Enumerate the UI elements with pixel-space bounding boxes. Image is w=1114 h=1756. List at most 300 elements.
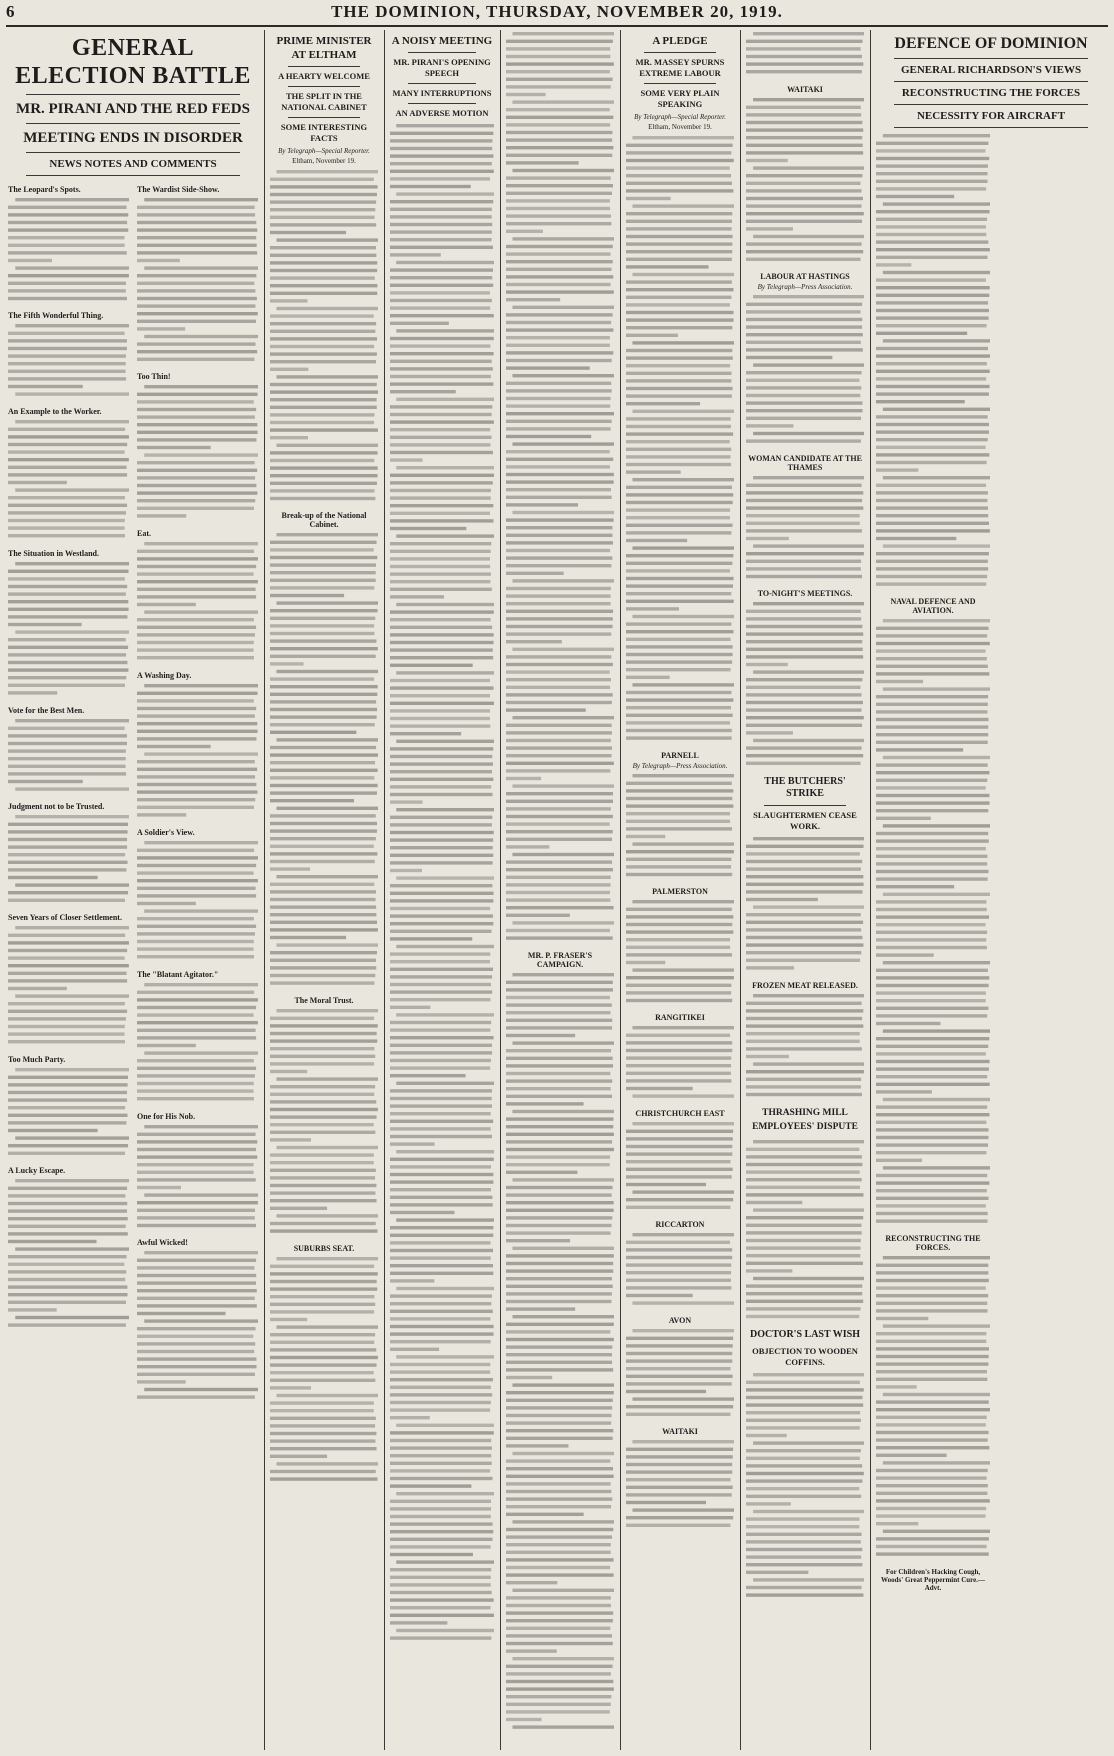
text-line xyxy=(512,100,614,103)
text-line xyxy=(390,1127,491,1130)
text-line xyxy=(746,1148,859,1151)
text-line xyxy=(746,62,863,65)
text-line xyxy=(746,212,864,215)
text-line xyxy=(506,1376,552,1379)
text-line xyxy=(270,1477,378,1480)
text-line xyxy=(270,246,376,249)
text-line xyxy=(506,496,612,499)
text-line xyxy=(746,1254,860,1257)
text-line xyxy=(137,1395,255,1398)
text-line xyxy=(753,32,864,35)
text-line xyxy=(876,484,986,487)
text-line xyxy=(390,595,444,598)
text-line xyxy=(8,577,125,580)
text-line xyxy=(137,1365,257,1368)
text-line xyxy=(137,1021,258,1024)
text-line xyxy=(506,1558,614,1561)
text-line xyxy=(8,1152,125,1155)
text-line xyxy=(876,877,988,880)
text-line xyxy=(137,1178,256,1181)
text-line xyxy=(506,1163,610,1166)
text-line xyxy=(270,723,375,726)
text-line xyxy=(876,1286,986,1289)
text-line xyxy=(746,754,863,757)
text-line xyxy=(753,295,864,298)
text-line xyxy=(390,1135,492,1138)
text-line xyxy=(390,238,492,241)
text-line xyxy=(390,284,493,287)
subheading: RICCARTON xyxy=(655,1220,705,1229)
text-line xyxy=(137,1140,257,1143)
text-line xyxy=(137,864,256,867)
text-line xyxy=(8,450,125,453)
text-line xyxy=(876,855,987,858)
text-line xyxy=(876,763,988,766)
text-line xyxy=(390,1568,491,1571)
text-line xyxy=(390,1211,454,1214)
text-line xyxy=(876,354,990,357)
text-line xyxy=(746,371,862,374)
text-line xyxy=(390,922,493,925)
subheading: RECONSTRUCTING THE FORCES. xyxy=(885,1234,981,1252)
text-line xyxy=(883,271,990,274)
body-text xyxy=(137,1123,258,1233)
body-text xyxy=(137,981,258,1107)
text-line xyxy=(8,473,127,476)
text-line xyxy=(506,1079,612,1082)
text-line xyxy=(396,1492,494,1495)
text-line xyxy=(270,1161,374,1164)
text-line xyxy=(506,526,612,529)
text-line xyxy=(8,1187,127,1190)
text-line xyxy=(137,1357,256,1360)
text-line xyxy=(137,798,255,801)
headline: DOCTOR'S LAST WISH xyxy=(749,1329,861,1340)
text-line xyxy=(390,154,493,157)
text-line xyxy=(506,518,614,521)
masthead-rule xyxy=(6,25,1108,27)
text-lines xyxy=(137,1249,258,1405)
text-lines xyxy=(8,924,129,1050)
text-line xyxy=(8,1129,98,1132)
text-line xyxy=(396,192,494,195)
text-line xyxy=(276,307,378,310)
text-line xyxy=(270,700,376,703)
text-line xyxy=(270,1062,374,1065)
text-line xyxy=(876,991,986,994)
text-line xyxy=(8,1083,128,1086)
text-line xyxy=(270,360,376,363)
subheading: The Moral Trust. xyxy=(294,996,354,1005)
text-line xyxy=(876,1022,941,1025)
text-line xyxy=(746,1449,861,1452)
text-line xyxy=(137,1029,256,1032)
text-line xyxy=(8,1293,128,1296)
text-line xyxy=(626,1337,733,1340)
text-line xyxy=(506,161,579,164)
text-line xyxy=(137,297,257,300)
text-line xyxy=(270,436,308,439)
text-line xyxy=(390,1006,430,1009)
divider xyxy=(288,86,360,87)
text-line xyxy=(8,1285,127,1288)
text-line xyxy=(626,1390,706,1393)
text-line xyxy=(390,177,490,180)
text-line xyxy=(137,358,254,361)
text-line xyxy=(506,192,612,195)
text-line xyxy=(390,1294,492,1297)
text-line xyxy=(876,794,989,797)
text-line xyxy=(137,856,258,859)
body-text xyxy=(8,813,129,908)
text-line xyxy=(270,936,346,939)
text-line xyxy=(137,1036,256,1039)
text-line xyxy=(390,1507,491,1510)
text-line xyxy=(626,280,732,283)
text-line xyxy=(876,1090,932,1093)
deck: NEWS NOTES AND COMMENTS xyxy=(49,158,217,170)
text-line xyxy=(390,382,493,385)
text-line xyxy=(506,1277,612,1280)
text-line xyxy=(876,1045,988,1048)
text-line xyxy=(8,608,129,611)
column-news-items xyxy=(746,30,864,1752)
text-line xyxy=(506,1710,610,1713)
text-line xyxy=(746,567,861,570)
text-line xyxy=(8,653,126,656)
text-line xyxy=(626,562,732,565)
text-line xyxy=(876,779,987,782)
text-line xyxy=(137,342,256,345)
body-text xyxy=(626,1120,734,1215)
text-line xyxy=(270,769,378,772)
text-lines xyxy=(746,835,864,976)
text-line xyxy=(876,385,990,388)
subheading: NAVAL DEFENCE AND AVIATION. xyxy=(890,597,976,615)
headline: THE BUTCHERS' STRIKE xyxy=(764,776,846,799)
text-line xyxy=(390,1310,493,1313)
text-line xyxy=(390,747,493,750)
subheading: CHRISTCHURCH EAST xyxy=(635,1109,725,1118)
text-line xyxy=(626,227,732,230)
text-line xyxy=(270,474,378,477)
text-line xyxy=(746,959,860,962)
text-line xyxy=(390,1264,493,1267)
text-line xyxy=(390,1386,491,1389)
text-line xyxy=(390,633,494,636)
headline: A PLEDGE xyxy=(652,35,708,47)
text-line xyxy=(270,655,376,658)
text-line xyxy=(876,1507,986,1510)
text-line xyxy=(626,1183,706,1186)
text-line xyxy=(506,131,612,134)
text-line xyxy=(746,1315,859,1318)
text-line xyxy=(390,527,466,530)
text-line xyxy=(506,138,612,141)
text-line xyxy=(137,415,255,418)
text-line xyxy=(390,1401,491,1404)
text-line xyxy=(746,1525,859,1528)
subheading: Eat. xyxy=(137,529,151,538)
text-line xyxy=(506,906,614,909)
text-line xyxy=(632,1026,734,1029)
text-line xyxy=(15,630,129,633)
text-line xyxy=(746,1070,864,1073)
text-line xyxy=(626,417,731,420)
text-line xyxy=(270,1047,374,1050)
text-line xyxy=(270,299,308,302)
text-line xyxy=(8,585,127,588)
text-line xyxy=(506,1102,584,1105)
text-line xyxy=(137,236,256,239)
text-line xyxy=(746,875,863,878)
text-line xyxy=(8,780,83,783)
text-line xyxy=(506,883,611,886)
text-line xyxy=(632,273,734,276)
text-line xyxy=(626,1056,731,1059)
text-line xyxy=(396,945,494,948)
text-line xyxy=(746,860,862,863)
text-line xyxy=(137,206,255,209)
text-line xyxy=(506,1262,613,1265)
subheading: A Washing Day. xyxy=(137,671,192,680)
text-line xyxy=(506,1072,610,1075)
text-line xyxy=(753,1578,864,1581)
text-line xyxy=(876,923,986,926)
text-line xyxy=(876,1151,986,1154)
text-line xyxy=(626,729,732,732)
text-line xyxy=(876,1271,988,1274)
text-line xyxy=(390,1598,494,1601)
text-line xyxy=(390,793,493,796)
text-line xyxy=(626,372,732,375)
text-line xyxy=(876,1317,928,1320)
text-line xyxy=(144,335,258,338)
text-line xyxy=(390,572,491,575)
text-line xyxy=(270,337,377,340)
text-lines xyxy=(270,168,378,506)
text-line xyxy=(8,370,126,373)
text-line xyxy=(8,615,127,618)
text-line xyxy=(746,356,832,359)
text-line xyxy=(137,925,256,928)
text-line xyxy=(506,1414,612,1417)
text-lines xyxy=(137,540,258,666)
text-line xyxy=(8,1121,126,1124)
text-line xyxy=(876,567,988,570)
text-line xyxy=(390,223,492,226)
text-line xyxy=(390,474,494,477)
text-line xyxy=(137,947,254,950)
divider xyxy=(894,81,1088,82)
text-line xyxy=(137,499,255,502)
text-line xyxy=(626,577,734,580)
text-line xyxy=(506,146,613,149)
text-line xyxy=(512,1041,614,1044)
text-line xyxy=(270,292,377,295)
text-line xyxy=(137,1006,256,1009)
text-line xyxy=(506,214,611,217)
text-line xyxy=(506,412,614,415)
text-line xyxy=(8,638,126,641)
text-line xyxy=(390,1378,493,1381)
text-line xyxy=(8,1098,127,1101)
divider xyxy=(26,152,240,153)
text-line xyxy=(746,1517,859,1520)
subheading: FROZEN MEAT RELEASED. xyxy=(752,981,858,990)
text-line xyxy=(746,951,861,954)
text-line xyxy=(8,1144,128,1147)
text-line xyxy=(390,1454,491,1457)
text-line xyxy=(876,187,986,190)
text-line xyxy=(15,1247,129,1250)
text-line xyxy=(883,756,990,759)
text-line xyxy=(746,1419,861,1422)
text-line xyxy=(876,915,989,918)
text-line xyxy=(746,1024,863,1027)
text-line xyxy=(876,1075,987,1078)
text-line xyxy=(390,937,472,940)
text-line xyxy=(626,1087,693,1090)
text-line xyxy=(876,1309,988,1312)
text-line xyxy=(876,1174,987,1177)
text-line xyxy=(270,867,310,870)
text-line xyxy=(512,1383,614,1386)
text-line xyxy=(506,328,613,331)
text-line xyxy=(876,1007,988,1010)
text-line xyxy=(876,446,986,449)
text-line xyxy=(137,565,256,568)
text-line xyxy=(137,1312,226,1315)
text-line xyxy=(746,1178,862,1181)
text-line xyxy=(876,537,956,540)
text-line xyxy=(8,853,125,856)
text-line xyxy=(506,40,613,43)
text-line xyxy=(506,366,590,369)
text-line xyxy=(276,875,378,878)
text-line xyxy=(396,398,494,401)
text-line xyxy=(390,1484,471,1487)
text-line xyxy=(8,823,128,826)
text-line xyxy=(390,785,491,788)
text-line xyxy=(626,630,733,633)
text-line xyxy=(506,450,610,453)
text-line xyxy=(746,55,862,58)
text-line xyxy=(746,106,861,109)
text-line xyxy=(8,742,127,745)
text-lines xyxy=(137,1123,258,1233)
text-line xyxy=(876,862,987,865)
text-line xyxy=(753,363,864,366)
text-line xyxy=(137,1013,254,1016)
text-line xyxy=(746,1055,789,1058)
text-line xyxy=(746,1032,860,1035)
text-line xyxy=(506,1399,613,1402)
text-line xyxy=(506,199,610,202)
text-line xyxy=(390,253,441,256)
text-line xyxy=(8,876,98,879)
text-line xyxy=(270,799,354,802)
text-line xyxy=(270,1447,377,1450)
text-line xyxy=(876,491,988,494)
body-text xyxy=(626,1438,734,1533)
text-line xyxy=(626,1064,731,1067)
text-line xyxy=(746,708,862,711)
text-line xyxy=(626,493,733,496)
text-line xyxy=(876,1469,988,1472)
text-line xyxy=(8,221,127,224)
text-line xyxy=(144,542,258,545)
text-line xyxy=(137,1297,255,1300)
text-line xyxy=(626,600,734,603)
text-line xyxy=(876,695,988,698)
text-line xyxy=(270,685,378,688)
text-line xyxy=(137,722,257,725)
column-rule xyxy=(264,30,265,1750)
text-line xyxy=(632,1233,734,1236)
text-line xyxy=(746,762,861,765)
subheading: TO-NIGHT'S MEETINGS. xyxy=(757,589,853,598)
text-line xyxy=(876,316,989,319)
text-line xyxy=(506,996,610,999)
text-line xyxy=(137,1380,186,1383)
text-line xyxy=(276,1394,378,1397)
text-line xyxy=(746,1457,860,1460)
text-line xyxy=(506,222,611,225)
text-line xyxy=(8,332,125,335)
text-line xyxy=(390,420,494,423)
text-line xyxy=(390,1256,491,1259)
text-line xyxy=(746,310,861,313)
text-line xyxy=(506,936,613,939)
text-line xyxy=(506,541,613,544)
text-line xyxy=(270,1138,311,1141)
text-line xyxy=(506,1604,611,1607)
divider xyxy=(764,805,846,806)
text-line xyxy=(390,306,490,309)
text-line xyxy=(876,347,988,350)
text-line xyxy=(390,641,494,644)
text-line xyxy=(753,670,864,673)
text-line xyxy=(626,976,734,979)
text-line xyxy=(746,417,861,420)
text-line xyxy=(8,987,67,990)
text-line xyxy=(876,218,987,221)
text-line xyxy=(626,250,732,253)
body-text xyxy=(876,132,990,592)
subheading: An Example to the Worker. xyxy=(8,407,102,416)
deck: MR. MASSEY SPURNS EXTREME LABOUR xyxy=(635,57,725,78)
text-line xyxy=(746,867,861,870)
text-line xyxy=(876,1113,989,1116)
subheading: The Situation in Westland. xyxy=(8,549,99,558)
text-line xyxy=(512,442,614,445)
text-line xyxy=(746,40,863,43)
text-line xyxy=(270,254,376,257)
text-line xyxy=(746,514,860,517)
text-line xyxy=(137,849,254,852)
article-noisy-meeting-cont xyxy=(506,30,614,1752)
text-line xyxy=(15,787,129,790)
text-line xyxy=(137,289,255,292)
text-line xyxy=(8,1202,127,1205)
text-line xyxy=(876,286,990,289)
text-line xyxy=(746,325,862,328)
text-line xyxy=(390,1317,490,1320)
text-line xyxy=(137,633,255,636)
text-line xyxy=(137,446,211,449)
text-line xyxy=(746,128,863,131)
